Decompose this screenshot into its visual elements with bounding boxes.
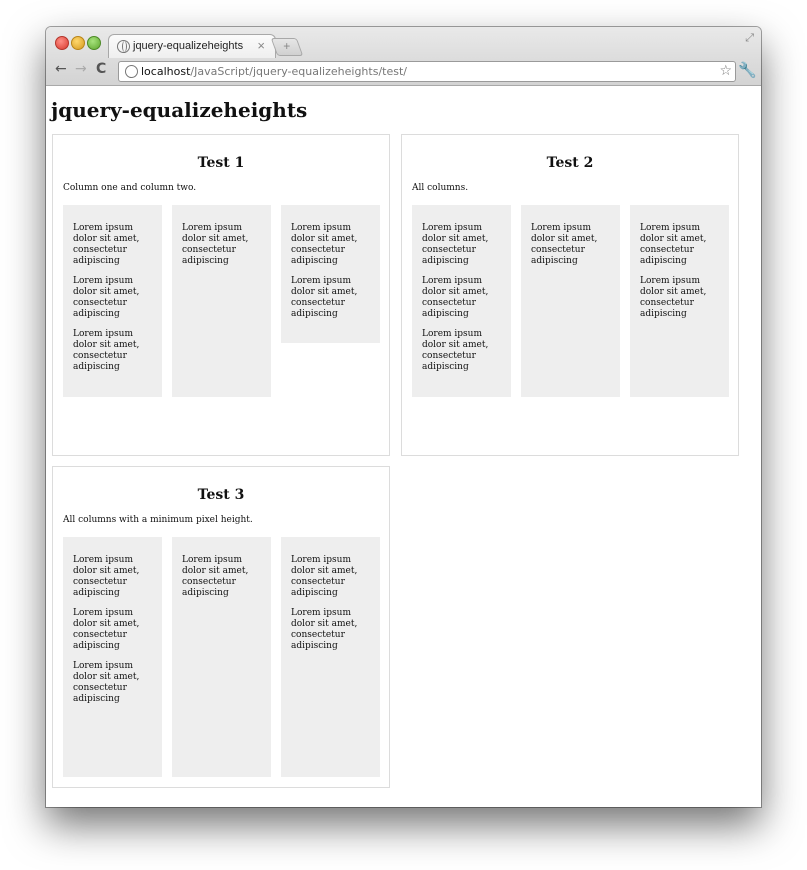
column-paragraph: Lorem ipsum dolor sit amet, consectetur adipiscing	[291, 223, 358, 266]
url-path: /JavaScript/jquery-equalizeheights/test/	[190, 65, 407, 78]
column-paragraph: Lorem ipsum dolor sit amet, consectetur adipiscing	[73, 661, 140, 704]
column-paragraph: Lorem ipsum dolor sit amet, consectetur adipiscing	[291, 555, 358, 598]
test-description: All columns.	[412, 183, 469, 193]
column-1	[412, 205, 511, 397]
column-paragraph: Lorem ipsum dolor sit amet, consectetur adipiscing	[73, 608, 140, 651]
column-paragraph: Lorem ipsum dolor sit amet, consectetur adipiscing	[422, 329, 489, 372]
minimize-window-button[interactable]	[71, 36, 85, 50]
column-paragraph: Lorem ipsum dolor sit amet, consectetur adipiscing	[640, 223, 707, 266]
browser-tab[interactable]	[108, 34, 276, 58]
close-icon[interactable]: ×	[257, 38, 265, 53]
url-host: localhost	[141, 65, 191, 78]
column-paragraph: Lorem ipsum dolor sit amet, consectetur adipiscing	[73, 223, 140, 266]
back-arrow-icon[interactable]: ←	[55, 61, 67, 77]
column-paragraph: Lorem ipsum dolor sit amet, consectetur adipiscing	[531, 223, 598, 266]
test-title: Test 1	[197, 155, 245, 171]
column-2	[521, 205, 620, 397]
column-3	[630, 205, 729, 397]
test-title: Test 2	[546, 155, 594, 171]
reload-icon[interactable]: C	[96, 61, 107, 77]
column-paragraph: Lorem ipsum dolor sit amet, consectetur adipiscing	[640, 276, 707, 319]
wrench-icon[interactable]: 🔧	[738, 61, 757, 79]
browser-window	[46, 27, 761, 807]
column-2	[172, 205, 271, 397]
address-bar[interactable]	[118, 61, 736, 82]
test-title: Test 3	[197, 487, 245, 503]
page-content	[46, 86, 761, 807]
plus-icon: +	[283, 39, 291, 53]
column-1	[63, 537, 162, 777]
resize-icon[interactable]: ⤢	[745, 31, 754, 44]
column-1	[63, 205, 162, 397]
new-tab-button[interactable]	[271, 38, 304, 56]
zoom-window-button[interactable]	[87, 36, 101, 50]
globe-icon	[117, 40, 130, 53]
test-panel-1	[52, 134, 390, 456]
forward-arrow-icon[interactable]: →	[75, 61, 87, 77]
test-description: Column one and column two.	[63, 183, 197, 193]
column-paragraph: Lorem ipsum dolor sit amet, consectetur adipiscing	[291, 608, 358, 651]
page-title: jquery-equalizeheights	[51, 98, 308, 122]
column-3	[281, 537, 380, 777]
test-panel-3	[52, 466, 390, 788]
column-2	[172, 537, 271, 777]
close-window-button[interactable]	[55, 36, 69, 50]
toolbar	[46, 58, 761, 85]
column-paragraph: Lorem ipsum dolor sit amet, consectetur adipiscing	[291, 276, 358, 319]
column-paragraph: Lorem ipsum dolor sit amet, consectetur adipiscing	[73, 555, 140, 598]
column-paragraph: Lorem ipsum dolor sit amet, consectetur adipiscing	[422, 223, 489, 266]
column-paragraph: Lorem ipsum dolor sit amet, consectetur adipiscing	[182, 555, 249, 598]
column-paragraph: Lorem ipsum dolor sit amet, consectetur adipiscing	[422, 276, 489, 319]
globe-icon	[125, 65, 138, 78]
star-icon[interactable]: ☆	[719, 63, 732, 79]
column-paragraph: Lorem ipsum dolor sit amet, consectetur adipiscing	[73, 276, 140, 319]
tab-title: jquery-equalizeheights	[133, 40, 244, 52]
test-description: All columns with a minimum pixel height.	[63, 515, 253, 525]
column-paragraph: Lorem ipsum dolor sit amet, consectetur adipiscing	[182, 223, 249, 266]
url-text	[141, 62, 407, 81]
test-panel-2	[401, 134, 739, 456]
column-3	[281, 205, 380, 343]
column-paragraph: Lorem ipsum dolor sit amet, consectetur adipiscing	[73, 329, 140, 372]
browser-chrome	[46, 27, 761, 86]
